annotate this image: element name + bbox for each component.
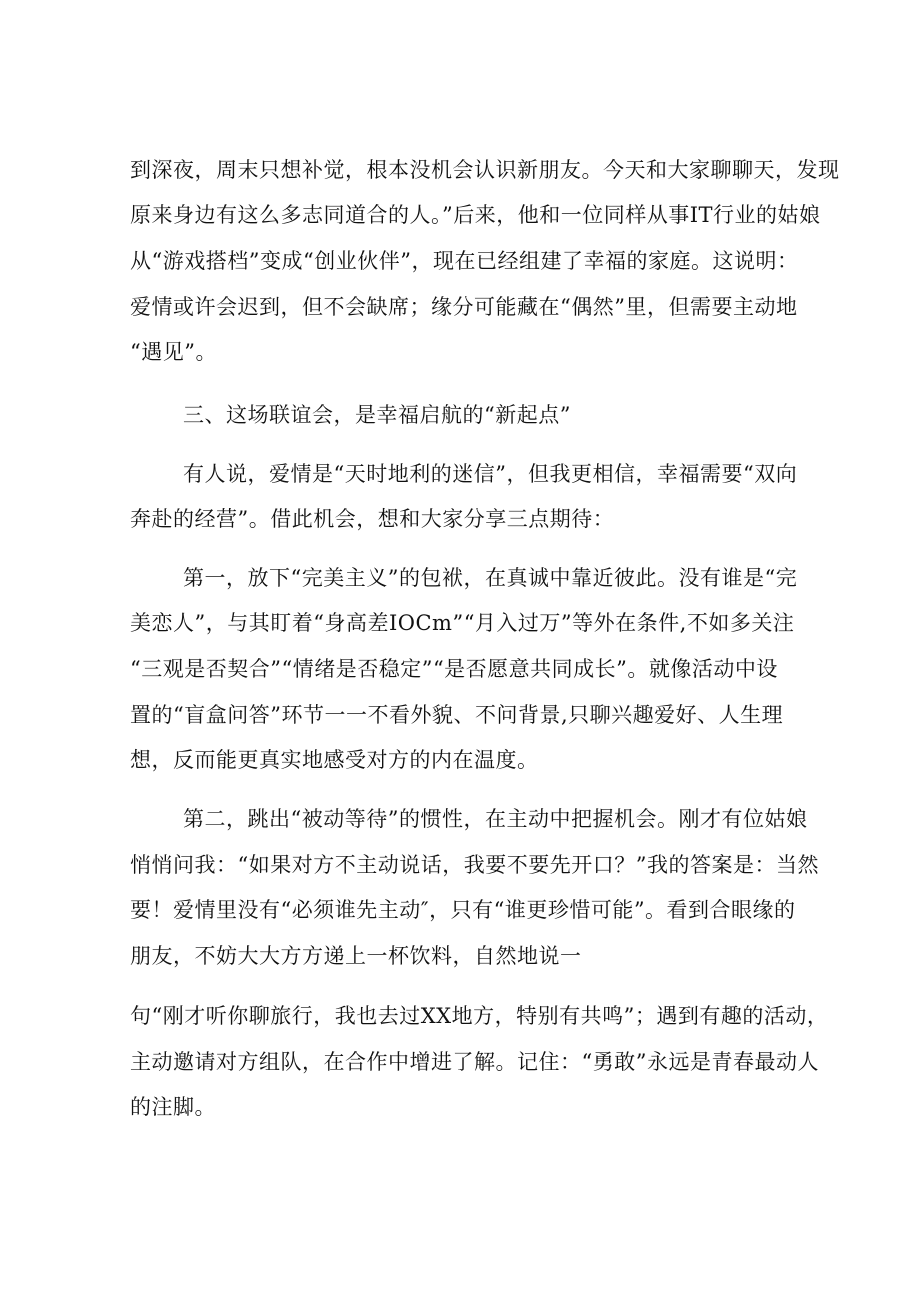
paragraph-line: “遇见”。 (130, 340, 217, 364)
paragraph-line: “三观是否契合”“情绪是否稳定”“是否愿意共同成长”。就像活动中设 (130, 657, 778, 681)
paragraph-line: 到深夜，周末只想补觉，根本没机会认识新朋友。今天和大家聊聊天，发现 (130, 158, 840, 182)
paragraph-line: 主动邀请对方组队，在合作中增进了解。记住：“勇敢”永远是青春最动人 (130, 1050, 819, 1074)
paragraph-line: 第二，跳出“被动等待”的惯性，在主动中把握机会。刚才有位姑娘 (183, 807, 808, 831)
paragraph-line: 爱情或许会迟到，但不会缺席；缘分可能藏在“偶然”里，但需要主动地 (130, 295, 798, 319)
paragraph-line: 的注脚。 (130, 1095, 216, 1119)
paragraph-line: 悄悄问我：“如果对方不主动说话，我要不要先开口？”我的答案是：当然 (130, 853, 819, 877)
paragraph-line: 美恋人”，与其盯着“身高差IOCm”“月入过万”等外在条件,不如多关注 (130, 611, 795, 635)
paragraph-line: 置的“盲盒问答”环节一一不看外貌、不问背景,只聊兴趣爱好、人生理 (130, 703, 784, 727)
paragraph-line: 有人说，爱情是“天时地利的迷信”，但我更相信，幸福需要“双向 (183, 462, 798, 486)
paragraph-line: 想，反而能更真实地感受对方的内在温度。 (130, 748, 539, 772)
paragraph-line: 奔赴的经营”。借此机会，想和大家分享三点期待： (130, 507, 615, 531)
paragraph-line: 从“游戏搭档”变成“创业伙伴”，现在已经组建了幸福的家庭。这说明： (130, 249, 799, 273)
section-heading: 三、这场联谊会，是幸福启航的“新起点” (183, 403, 571, 427)
paragraph-line: 要！爱情里没有“必须谁先主动″，只有“谁更珍惜可能”。看到合眼缘的 (130, 898, 796, 922)
paragraph-line: 原来身边有这么多志同道合的人。”后来，他和一位同样从事IT行业的姑娘 (130, 203, 821, 227)
paragraph-line: 第一，放下“完美主义”的包袱，在真诚中靠近彼此。没有谁是“完 (183, 566, 798, 590)
paragraph-line: 句“刚才听你聊旅行，我也去过XX地方，特别有共鸣”；遇到有趣的活动， (130, 1004, 829, 1028)
paragraph-line: 朋友，不妨大大方方递上一杯饮料，自然地说一 (130, 944, 582, 968)
